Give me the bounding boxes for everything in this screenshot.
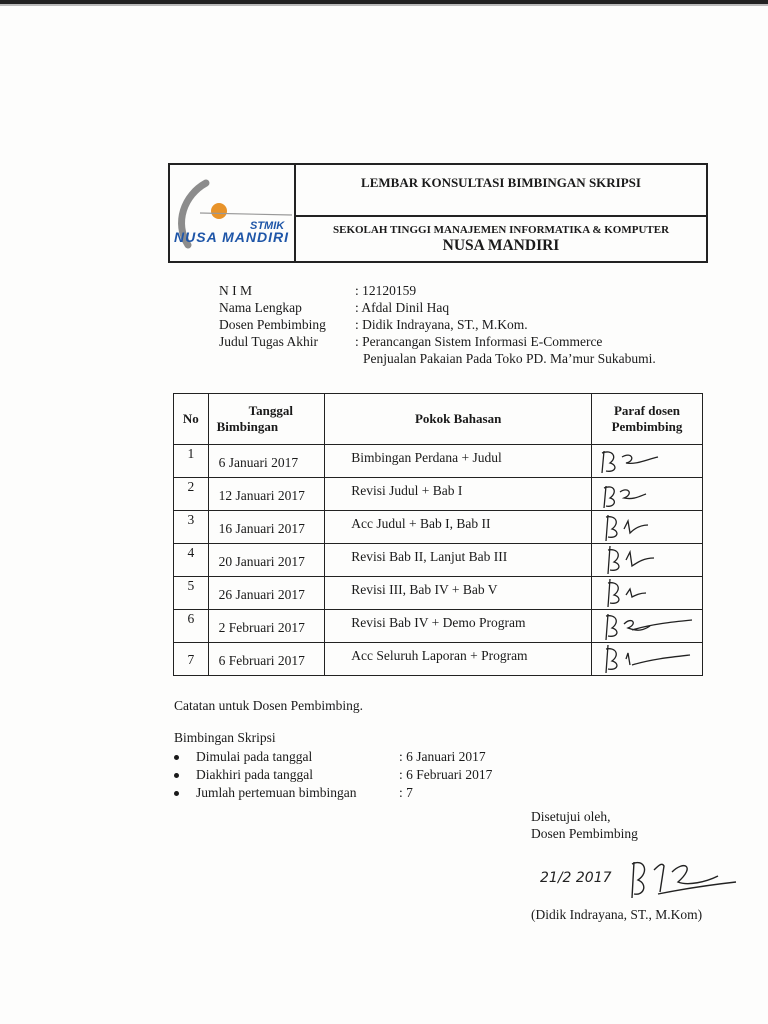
row-topic: Acc Seluruh Laporan + Program <box>351 648 528 663</box>
row-topic-cell <box>325 544 592 577</box>
table-row <box>174 478 703 511</box>
row-topic: Revisi Bab IV + Demo Program <box>351 615 526 630</box>
stmik-logo-icon <box>170 165 294 261</box>
thesis-value-cont: Penjualan Pakaian Pada Toko PD. Ma’mur Sukabumi. <box>363 351 656 366</box>
header-signature <box>592 394 703 445</box>
consultation-table <box>173 393 703 676</box>
row-no-cell <box>174 643 209 676</box>
row-signature-cell <box>592 478 703 511</box>
row-no: 2 <box>187 479 195 494</box>
row-topic-cell <box>325 643 592 676</box>
school-cell <box>296 217 706 261</box>
table-row <box>174 445 703 478</box>
thesis-value: : Perancangan Sistem Informasi E-Commerce <box>355 334 603 349</box>
row-topic: Acc Judul + Bab I, Bab II <box>351 516 491 531</box>
table-row <box>174 643 703 676</box>
summary-value: : 7 <box>399 785 413 800</box>
bullet-icon <box>174 773 179 778</box>
school-line: SEKOLAH TINGGI MANAJEMEN INFORMATIKA & KOMPUTER <box>332 224 670 236</box>
bullet-icon <box>174 791 179 796</box>
row-topic: Bimbingan Perdana + Judul <box>351 450 502 465</box>
advisor-signature <box>538 852 738 904</box>
row-date-cell <box>208 544 325 577</box>
row-no-cell <box>174 544 209 577</box>
scan-edge-shadow <box>0 4 768 6</box>
row-topic: Revisi III, Bab IV + Bab V <box>351 582 498 597</box>
school-name: NUSA MANDIRI <box>442 237 560 254</box>
nim-value: : 12120159 <box>355 283 417 298</box>
advisor-value: : Didik Indrayana, ST., M.Kom. <box>355 317 528 332</box>
row-no: 6 <box>187 611 195 626</box>
approval-block <box>531 808 638 842</box>
header-no: No <box>174 394 209 445</box>
row-topic-cell <box>325 610 592 643</box>
name-label: Nama Lengkap <box>219 300 302 315</box>
name-value: : Afdal Dinil Haq <box>355 300 450 315</box>
header-date <box>208 394 325 445</box>
summary-title: Bimbingan Skripsi <box>174 730 276 745</box>
signature-initials-4 <box>592 544 700 576</box>
approval-line2: Dosen Pembimbing <box>531 826 638 841</box>
row-no: 7 <box>187 652 195 667</box>
approval-line1: Disetujui oleh, <box>531 809 611 824</box>
table-row <box>174 610 703 643</box>
row-date-cell <box>208 577 325 610</box>
advisor-name: (Didik Indrayana, ST., M.Kom) <box>531 907 703 922</box>
summary-label: Dimulai pada tanggal <box>196 749 313 764</box>
row-signature-cell <box>592 610 703 643</box>
summary-label: Jumlah pertemuan bimbingan <box>196 785 357 800</box>
row-topic-cell <box>325 478 592 511</box>
list-item <box>174 784 574 802</box>
signature-initials-3 <box>592 511 700 543</box>
row-signature-cell <box>592 511 703 544</box>
nim-label: N I M <box>219 283 252 298</box>
row-date-cell <box>208 511 325 544</box>
row-no-cell <box>174 445 209 478</box>
row-date-cell <box>208 478 325 511</box>
row-topic-cell <box>325 445 592 478</box>
advisor-label: Dosen Pembimbing <box>219 317 326 332</box>
list-item <box>174 766 574 784</box>
row-no-cell <box>174 478 209 511</box>
table-row <box>174 544 703 577</box>
row-date-cell <box>208 643 325 676</box>
header-sig-line1: Paraf dosen <box>613 403 681 418</box>
header-date-line1: Tanggal <box>248 403 293 418</box>
row-signature-cell <box>592 544 703 577</box>
table-header-row <box>174 394 703 445</box>
row-no: 1 <box>187 446 195 461</box>
row-no: 4 <box>187 545 195 560</box>
row-no-cell <box>174 577 209 610</box>
row-topic: Revisi Judul + Bab I <box>351 483 463 498</box>
header-date-line2: Bimbingan <box>216 419 279 434</box>
title-cell <box>296 165 706 217</box>
row-no-cell <box>174 511 209 544</box>
summary-list <box>174 748 574 802</box>
thesis-label: Judul Tugas Akhir <box>219 334 319 349</box>
row-date: 20 Januari 2017 <box>218 554 305 569</box>
row-signature-cell <box>592 643 703 676</box>
signature-initials-6 <box>592 610 700 642</box>
signature-initials-2 <box>592 478 700 510</box>
logo-main-text: NUSA MANDIRI <box>174 229 288 245</box>
header-sig-line2: Pembimbing <box>611 419 683 434</box>
row-no-cell <box>174 610 209 643</box>
row-topic-cell <box>325 577 592 610</box>
signature-initials-7 <box>592 643 700 675</box>
bullet-icon <box>174 755 179 760</box>
notes-label: Catatan untuk Dosen Pembimbing. <box>174 698 363 713</box>
row-signature-cell <box>592 445 703 478</box>
signature-initials-1 <box>592 445 700 477</box>
summary-value: : 6 Januari 2017 <box>399 749 486 764</box>
row-date: 16 Januari 2017 <box>218 521 305 536</box>
summary-value: : 6 Februari 2017 <box>399 767 493 782</box>
header-topic: Pokok Bahasan <box>325 394 592 445</box>
row-topic: Revisi Bab II, Lanjut Bab III <box>351 549 508 564</box>
list-item <box>174 748 574 766</box>
table-row <box>174 577 703 610</box>
row-date: 12 Januari 2017 <box>218 488 305 503</box>
header-box <box>168 163 708 263</box>
row-topic-cell <box>325 511 592 544</box>
table-row <box>174 511 703 544</box>
row-date-cell <box>208 610 325 643</box>
row-date: 26 Januari 2017 <box>218 587 305 602</box>
row-date: 6 Januari 2017 <box>218 455 299 470</box>
row-signature-cell <box>592 577 703 610</box>
logo-cell <box>170 165 296 261</box>
row-no: 5 <box>187 578 195 593</box>
signature-initials-5 <box>592 577 700 609</box>
summary-label: Diakhiri pada tanggal <box>196 767 313 782</box>
form-title: LEMBAR KONSULTASI BIMBINGAN SKRIPSI <box>361 175 641 190</box>
row-date-cell <box>208 445 325 478</box>
row-date: 2 Februari 2017 <box>218 620 305 635</box>
row-no: 3 <box>187 512 195 527</box>
logo-top-text: STMIK <box>250 220 285 232</box>
row-date: 6 Februari 2017 <box>218 653 305 668</box>
handwritten-date: 21/2 2017 <box>540 870 612 886</box>
